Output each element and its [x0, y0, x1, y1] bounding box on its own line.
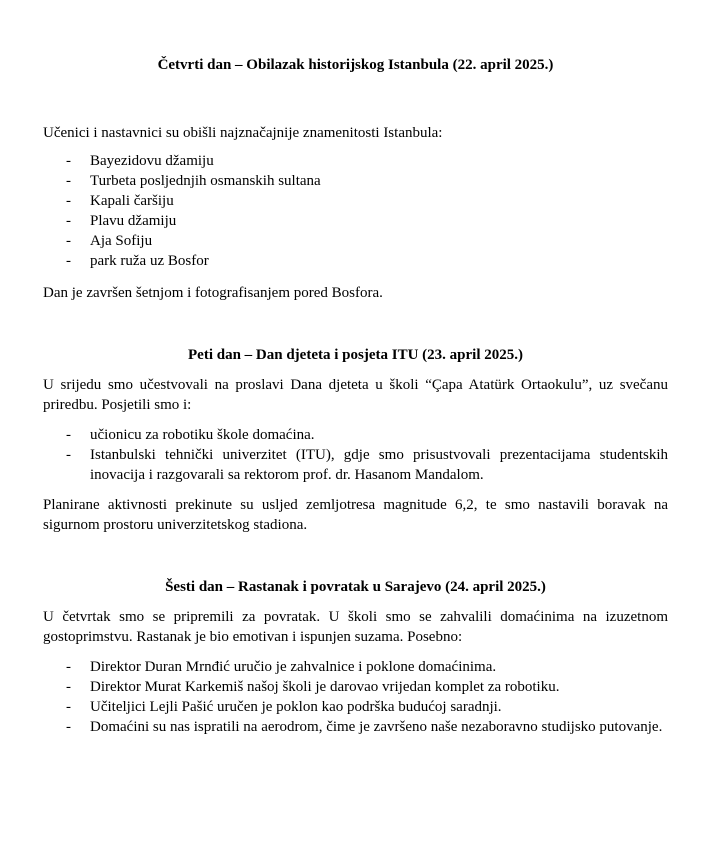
list-item [43, 151, 668, 171]
list-item-text: Direktor Duran Mrnđić uručio je zahvalnice i poklone domaćinima. [90, 659, 497, 675]
dash-bullet: - [66, 679, 71, 695]
list-item [43, 445, 668, 485]
list-item [43, 211, 668, 231]
list-item [43, 191, 668, 211]
list-item [43, 697, 668, 717]
dash-bullet: - [66, 659, 71, 675]
list-item [43, 231, 668, 251]
day5-section [43, 345, 668, 535]
dash-bullet: - [66, 213, 71, 229]
list-item-text: Direktor Murat Karkemiš našoj školi je darovao vrijedan komplet za robotiku. [90, 679, 560, 695]
dash-bullet: - [66, 447, 71, 463]
document-page [0, 55, 716, 854]
list-item-text: Bayezidovu džamiju [90, 153, 214, 169]
list-item-text: Učiteljici Lejli Pašić uručen je poklon kao podrška budućoj saradnji. [90, 699, 502, 715]
day4-title: Četvrti dan – Obilazak historijskog Istanbula (22. april 2025.) [157, 57, 554, 73]
day5-intro: U srijedu smo učestvovali na proslavi Dana djeteta u školi “Çapa Atatürk Ortaokulu”, uz svečanu priredbu. Posjetili smo i: [43, 377, 668, 413]
day6-intro: U četvrtak smo se pripremili za povratak. U školi smo se zahvalili domaćinima na izuzetnom gostoprimstvu. Rastanak je bio emotivan i ispunjen suzama. Posebno: [43, 609, 668, 645]
list-item [43, 425, 668, 445]
day4-list [43, 151, 668, 271]
list-item [43, 717, 668, 737]
day4-intro: Učenici i nastavnici su obišli najznačajnije znamenitosti Istanbula: [43, 125, 443, 141]
dash-bullet: - [66, 193, 71, 209]
day5-closing: Planirane aktivnosti prekinute su usljed zemljotresa magnitude 6,2, te smo nastavili boravak na sigurnom prostoru univerzitetskog stadiona. [43, 497, 668, 533]
list-item-text: Turbeta posljednjih osmanskih sultana [90, 173, 321, 189]
dash-bullet: - [66, 427, 71, 443]
dash-bullet: - [66, 253, 71, 269]
list-item [43, 677, 668, 697]
list-item [43, 251, 668, 271]
list-item-text: Domaćini su nas ispratili na aerodrom, čime je završeno naše nezaboravno studijsko putovanje. [90, 719, 663, 735]
dash-bullet: - [66, 719, 71, 735]
list-item-text: učionicu za robotiku škole domaćina. [90, 427, 315, 443]
list-item [43, 171, 668, 191]
day4-closing: Dan je završen šetnjom i fotografisanjem pored Bosfora. [43, 285, 383, 301]
dash-bullet: - [66, 173, 71, 189]
list-item-text: Kapali čaršiju [90, 193, 174, 209]
list-item-text: park ruža uz Bosfor [90, 253, 209, 269]
day6-section [43, 577, 668, 737]
day6-list [43, 657, 668, 737]
dash-bullet: - [66, 699, 71, 715]
list-item [43, 657, 668, 677]
dash-bullet: - [66, 153, 71, 169]
dash-bullet: - [66, 233, 71, 249]
day6-title: Šesti dan – Rastanak i povratak u Sarajevo (24. april 2025.) [165, 579, 546, 595]
day4-section [43, 55, 668, 303]
list-item-text: Aja Sofiju [90, 233, 153, 249]
day5-list [43, 425, 668, 485]
day5-title: Peti dan – Dan djeteta i posjeta ITU (23. april 2025.) [188, 347, 523, 363]
list-item-text: Plavu džamiju [90, 213, 177, 229]
list-item-text: Istanbulski tehnički univerzitet (ITU), gdje smo prisustvovali prezentacijama studentskih inovacija i razgovarali sa rektorom prof. dr. Hasanom Mandalom. [90, 447, 668, 483]
